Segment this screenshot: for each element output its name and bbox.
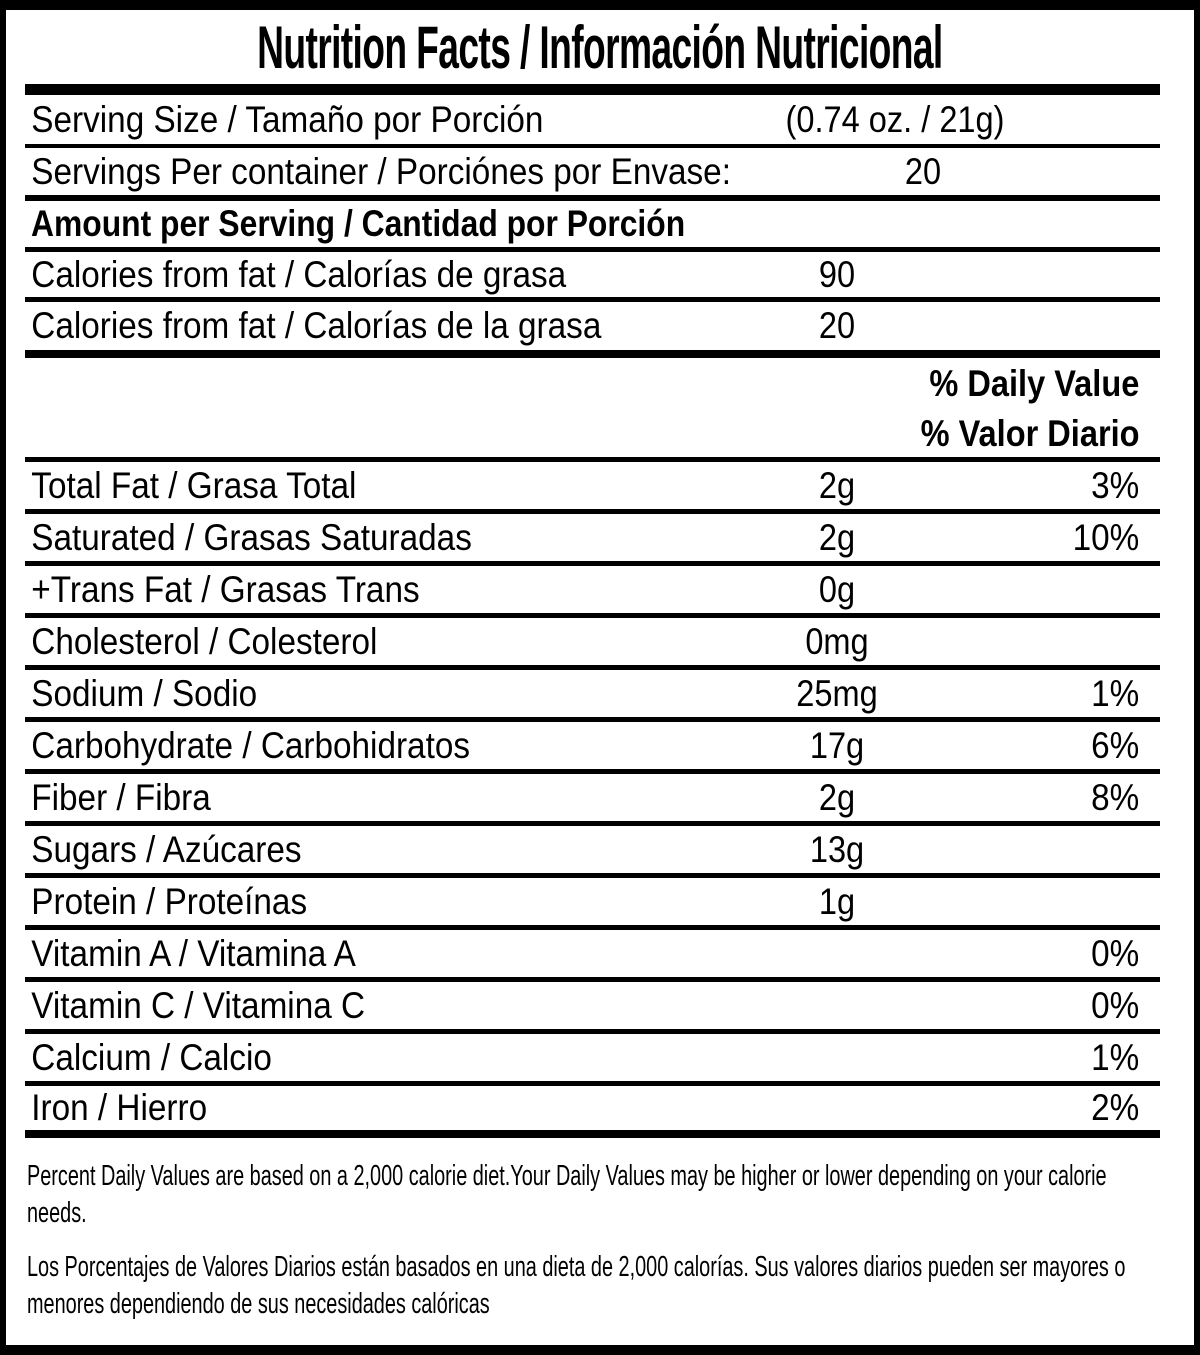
daily-value-header-es-row bbox=[25, 410, 1160, 462]
nutrient-amount: 0mg bbox=[805, 620, 869, 662]
label-title: Nutrition Facts / Información Nutricional bbox=[257, 13, 943, 81]
nutrient-row-cholesterol bbox=[25, 618, 1160, 670]
servings-per-container-value: 20 bbox=[905, 150, 942, 192]
serving-size-label: Serving Size / Tamaño por Porción bbox=[31, 98, 544, 140]
nutrient-label: Sugars / Azúcares bbox=[31, 828, 302, 870]
nutrient-daily-value: 8% bbox=[1091, 776, 1140, 818]
nutrient-daily-value: 1% bbox=[1091, 672, 1140, 714]
nutrient-label: Protein / Proteínas bbox=[31, 880, 308, 922]
calories-label: Calories from fat / Calorías de la grasa bbox=[31, 305, 602, 346]
servings-per-container-label: Servings Per container / Porciónes por Envase: bbox=[31, 150, 731, 192]
footnotes-section bbox=[27, 1138, 1150, 1322]
nutrient-label: Saturated / Grasas Saturadas bbox=[31, 516, 472, 558]
nutrient-label: Carbohydrate / Carbohidratos bbox=[31, 724, 470, 766]
nutrition-table bbox=[25, 95, 1160, 1138]
nutrient-daily-value: 1% bbox=[1091, 1036, 1140, 1078]
amount-per-serving-header-row bbox=[25, 201, 1160, 252]
nutrient-amount: 0g bbox=[818, 568, 856, 610]
serving-size-row bbox=[25, 95, 1160, 148]
amount-per-serving-header: Amount per Serving / Cantidad por Porción bbox=[31, 203, 686, 244]
label-header bbox=[6, 10, 1194, 84]
nutrient-amount: 13g bbox=[809, 828, 865, 870]
footnote-spanish: Los Porcentajes de Valores Diarios están basados en una dieta de 2,000 calorías. Sus valores diarios pueden ser mayores o menores dependiendo de sus necesidades calóricas bbox=[27, 1251, 1126, 1320]
serving-size-value: (0.74 oz. / 21g) bbox=[785, 98, 1005, 140]
nutrient-label: Vitamin A / Vitamina A bbox=[31, 932, 356, 974]
nutrient-amount: 17g bbox=[809, 724, 865, 766]
nutrient-label: Total Fat / Grasa Total bbox=[31, 464, 357, 506]
nutrient-daily-value: 3% bbox=[1091, 464, 1140, 506]
nutrient-label: Iron / Hierro bbox=[31, 1087, 208, 1128]
footnote-english: Percent Daily Values are based on a 2,000 calorie diet.Your Daily Values may be higher or lower depending on your calorie needs. bbox=[27, 1160, 1107, 1229]
nutrient-amount: 2g bbox=[818, 464, 856, 506]
nutrient-row-carbohydrate bbox=[25, 722, 1160, 774]
nutrient-row-sugars bbox=[25, 826, 1160, 878]
calories-value: 90 bbox=[818, 253, 856, 295]
nutrient-row-total-fat bbox=[25, 462, 1160, 514]
calories-row bbox=[25, 302, 1160, 358]
nutrient-row-calcium bbox=[25, 1034, 1160, 1086]
nutrient-amount: 25mg bbox=[796, 672, 878, 714]
nutrient-daily-value: 2% bbox=[1091, 1087, 1140, 1128]
daily-value-header-en: % Daily Value bbox=[929, 363, 1140, 404]
nutrient-amount: 2g bbox=[818, 776, 856, 818]
nutrient-daily-value: 0% bbox=[1091, 932, 1140, 974]
servings-per-container-row bbox=[25, 148, 1160, 201]
nutrient-row-protein bbox=[25, 878, 1160, 930]
nutrient-amount: 1g bbox=[818, 880, 856, 922]
calories-label: Calories from fat / Calorías de grasa bbox=[31, 253, 567, 295]
nutrient-row-fiber bbox=[25, 774, 1160, 826]
nutrient-row-vitamin-c bbox=[25, 982, 1160, 1034]
nutrient-label: Calcium / Calcio bbox=[31, 1036, 272, 1078]
nutrient-amount: 2g bbox=[818, 516, 856, 558]
nutrient-row-vitamin-a bbox=[25, 930, 1160, 982]
nutrient-daily-value: 0% bbox=[1091, 984, 1140, 1026]
nutrient-label: Cholesterol / Colesterol bbox=[31, 620, 378, 662]
nutrient-daily-value: 6% bbox=[1091, 724, 1140, 766]
nutrient-daily-value: 10% bbox=[1072, 516, 1140, 558]
nutrient-label: Sodium / Sodio bbox=[31, 672, 258, 714]
daily-value-header-en-row bbox=[25, 358, 1160, 410]
nutrient-row-trans-fat bbox=[25, 566, 1160, 618]
nutrient-label: Fiber / Fibra bbox=[31, 776, 211, 818]
nutrient-row-saturated-fat bbox=[25, 514, 1160, 566]
daily-value-header-es: % Valor Diario bbox=[920, 412, 1140, 454]
nutrient-row-iron bbox=[25, 1086, 1160, 1138]
nutrient-row-sodium bbox=[25, 670, 1160, 722]
calories-row bbox=[25, 252, 1160, 302]
nutrient-label: +Trans Fat / Grasas Trans bbox=[31, 568, 420, 610]
nutrient-label: Vitamin C / Vitamina C bbox=[31, 984, 366, 1026]
calories-value: 20 bbox=[818, 305, 856, 346]
title-divider-bar bbox=[25, 84, 1160, 95]
